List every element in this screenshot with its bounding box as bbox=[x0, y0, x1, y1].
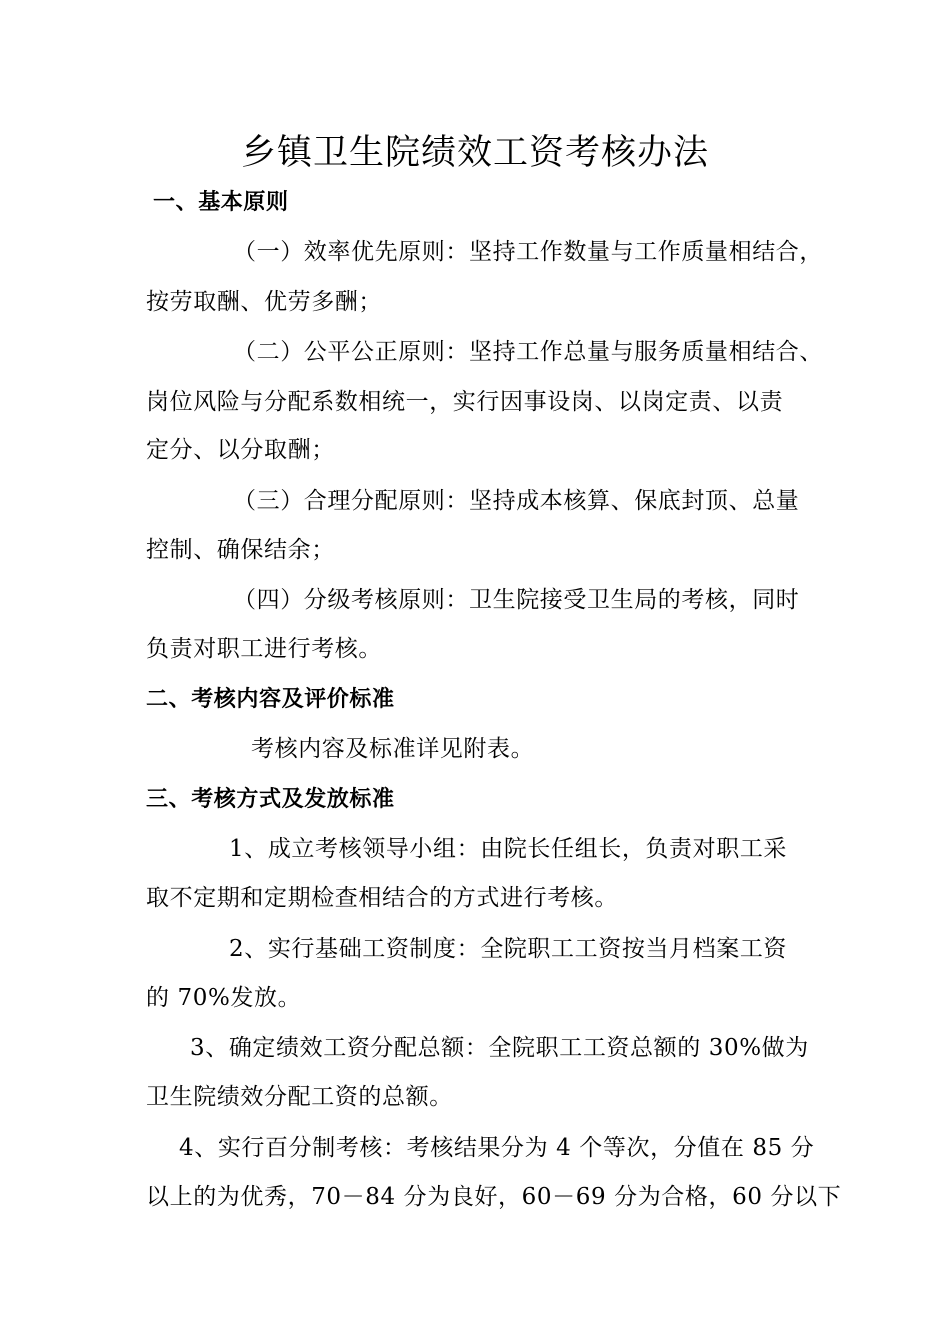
principle-1-line-2: 按劳取酬、优劳多酬； bbox=[146, 289, 382, 315]
document-title: 乡镇卫生院绩效工资考核办法 bbox=[240, 133, 709, 173]
item-2-line-1: 2、实行基础工资制度：全院职工工资按当月档案工资 bbox=[229, 936, 788, 962]
item-2-line-2: 的 70%发放。 bbox=[146, 985, 302, 1011]
section-1-heading: 一、基本原则 bbox=[153, 190, 289, 215]
principle-4-line-1: （四）分级考核原则：卫生院接受卫生局的考核，同时 bbox=[233, 587, 800, 613]
principle-2-line-1: （二）公平公正原则：坚持工作总量与服务质量相结合、 bbox=[233, 339, 823, 365]
principle-2-line-2: 岗位风险与分配系数相统一，实行因事设岗、以岗定责、以责 bbox=[146, 389, 784, 415]
principle-2-line-3: 定分、以分取酬； bbox=[146, 437, 335, 463]
principle-4-line-2: 负责对职工进行考核。 bbox=[146, 636, 382, 662]
item-3-line-2: 卫生院绩效分配工资的总额。 bbox=[146, 1084, 453, 1110]
item-4-line-2: 以上的为优秀，70－84 分为良好，60－69 分为合格，60 分以下 bbox=[146, 1184, 842, 1210]
section-2-text: 考核内容及标准详见附表。 bbox=[251, 736, 535, 762]
section-2-heading: 二、考核内容及评价标准 bbox=[146, 687, 395, 712]
item-1-line-1: 1、成立考核领导小组：由院长任组长，负责对职工采 bbox=[229, 836, 788, 862]
principle-3-line-2: 控制、确保结余； bbox=[146, 537, 335, 563]
section-3-heading: 三、考核方式及发放标准 bbox=[146, 787, 395, 812]
item-3-line-1: 3、确定绩效工资分配总额：全院职工工资总额的 30%做为 bbox=[190, 1035, 809, 1061]
principle-1-line-1: （一）效率优先原则：坚持工作数量与工作质量相结合， bbox=[233, 239, 823, 265]
item-1-line-2: 取不定期和定期检查相结合的方式进行考核。 bbox=[146, 885, 618, 911]
principle-3-line-1: （三）合理分配原则：坚持成本核算、保底封顶、总量 bbox=[233, 488, 800, 514]
item-4-line-1: 4、实行百分制考核：考核结果分为 4 个等次，分值在 85 分 bbox=[179, 1135, 815, 1161]
